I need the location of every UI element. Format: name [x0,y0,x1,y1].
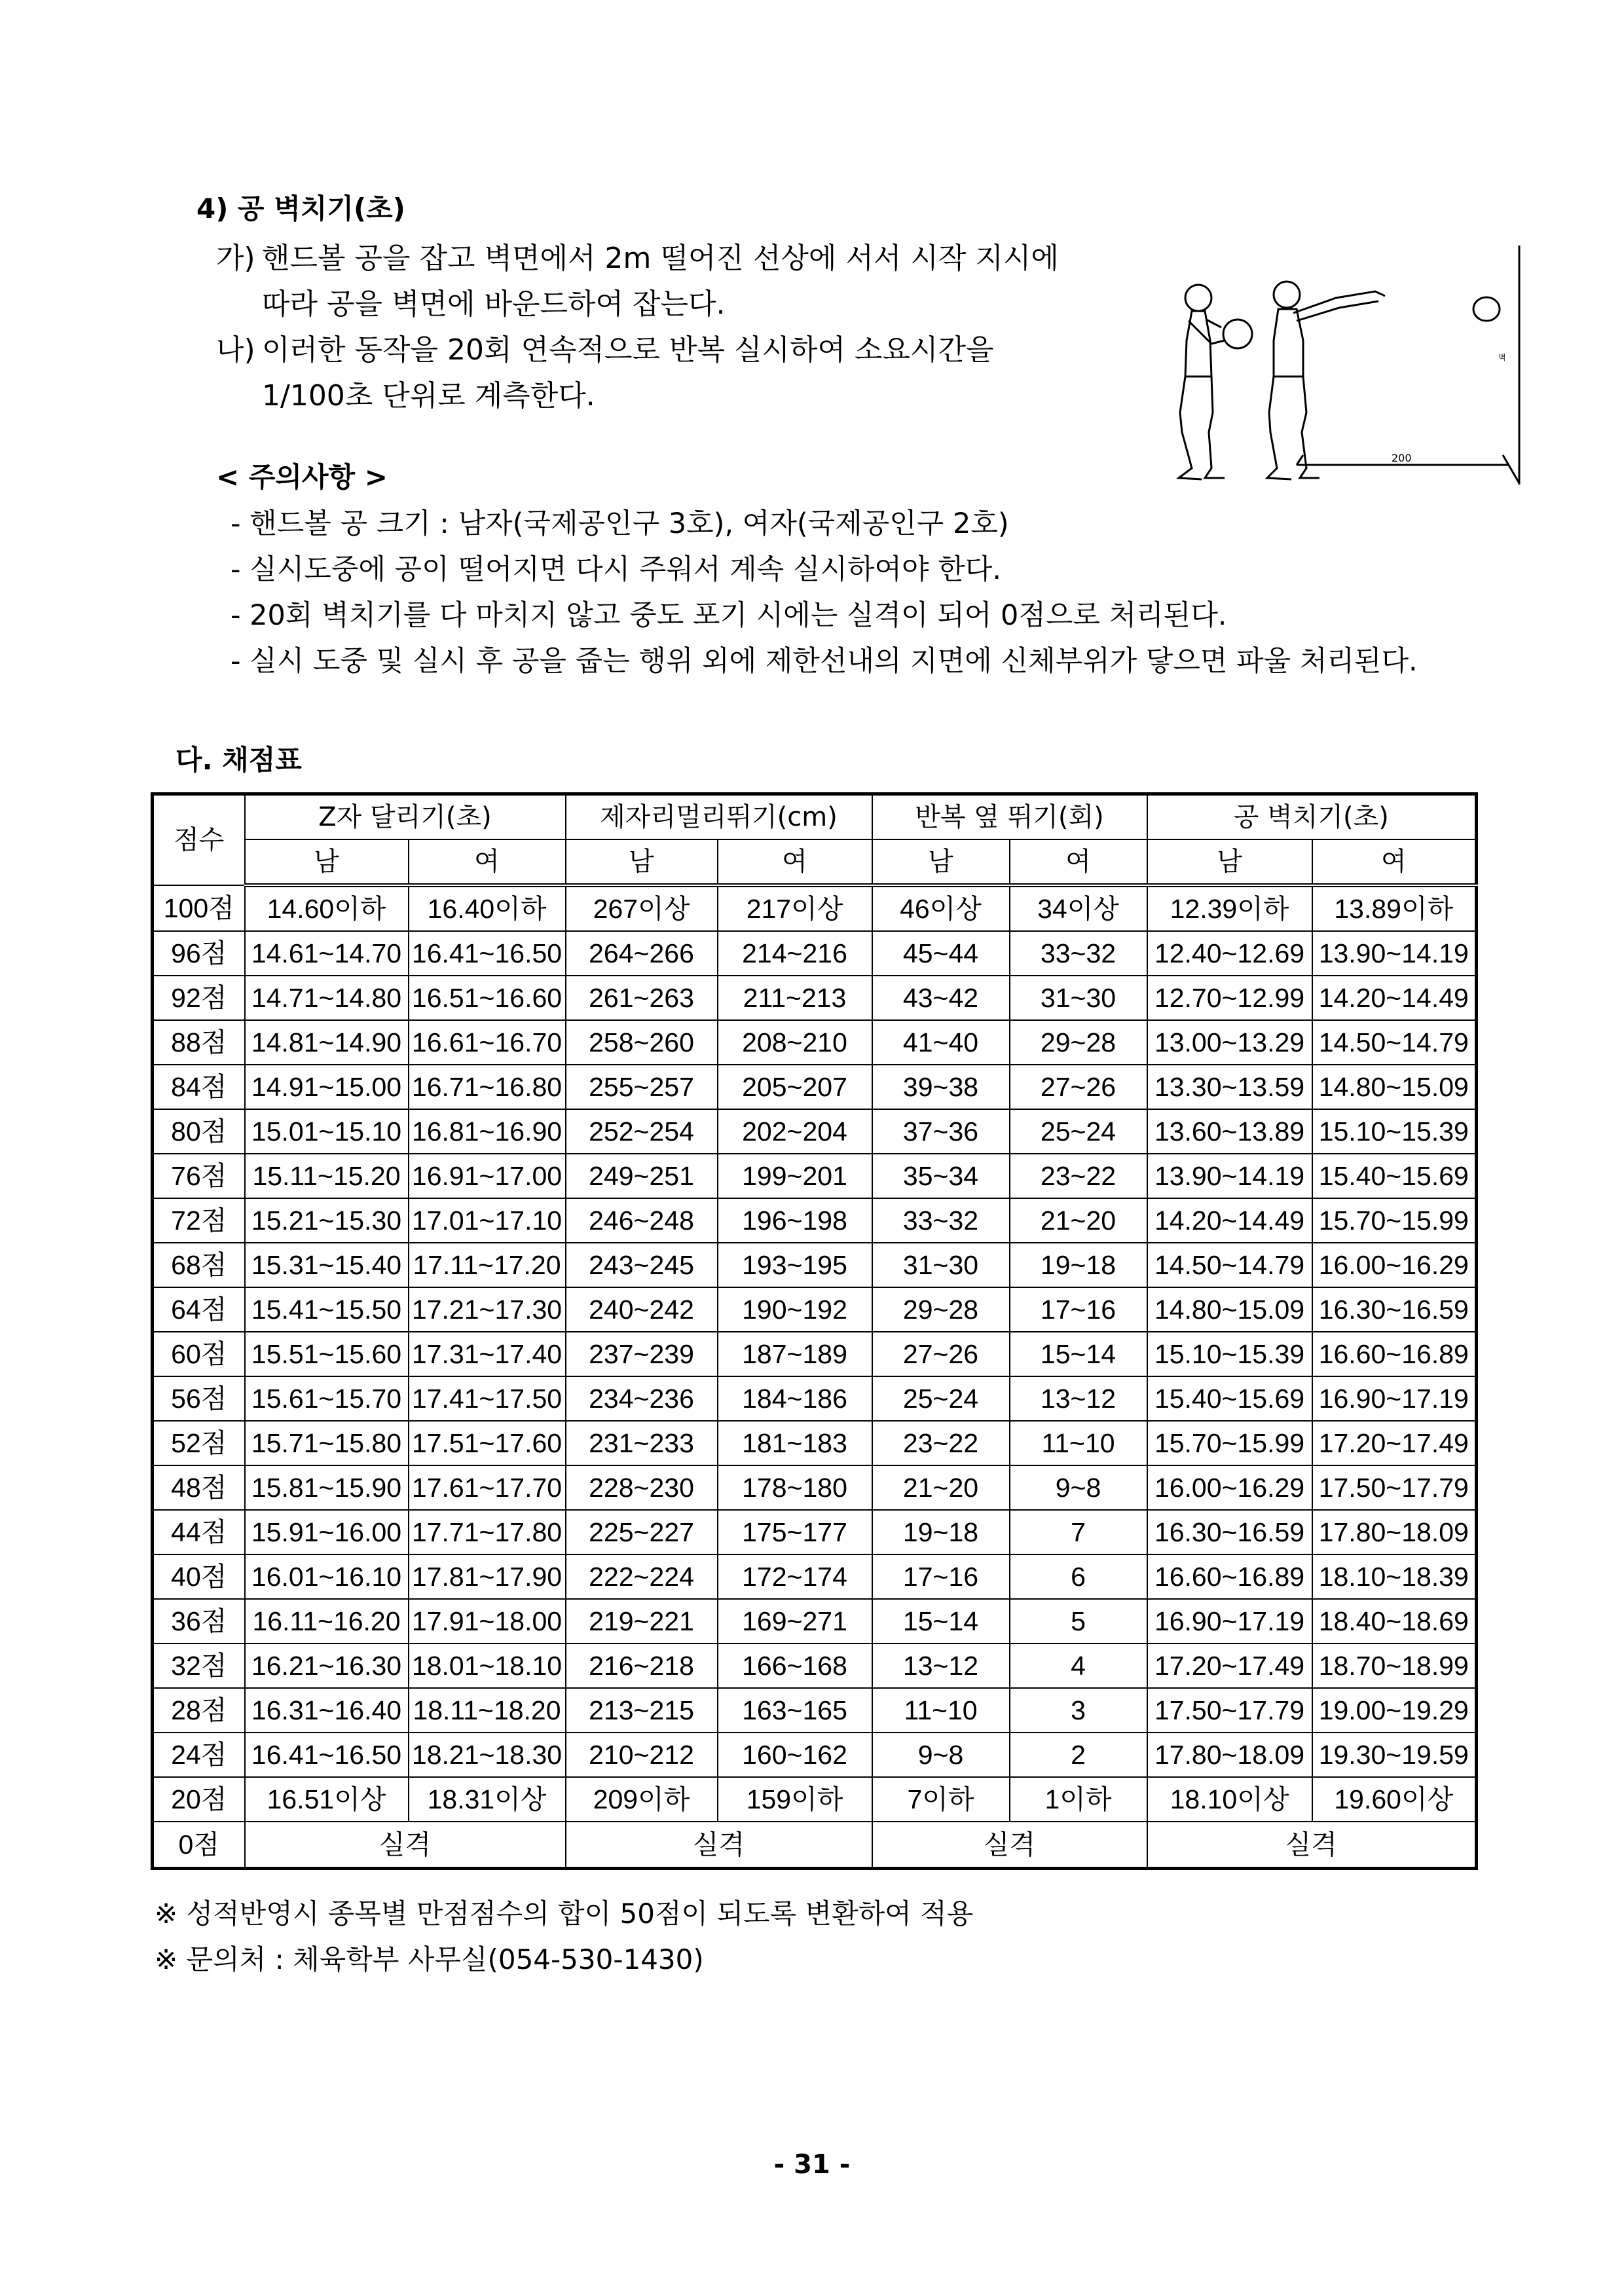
value-cell: 15.91~16.00 [245,1510,409,1554]
value-cell: 19~18 [872,1510,1010,1554]
value-cell: 15.21~15.30 [245,1198,409,1243]
value-cell: 216~218 [566,1643,718,1688]
value-cell: 17.41~17.50 [409,1376,566,1421]
value-cell: 7 [1010,1510,1147,1554]
value-cell: 16.41~16.50 [245,1733,409,1777]
value-cell: 210~212 [566,1733,718,1777]
value-cell: 14.71~14.80 [245,976,409,1020]
section-title: 4) 공 벽치기(초) [196,193,405,225]
table-row [153,1243,1477,1287]
gender-header: 남 [566,839,718,885]
value-cell: 1이하 [1010,1777,1147,1822]
value-cell: 14.81~14.90 [245,1020,409,1065]
instruction-2-line-2: 1/100초 단위로 계측한다. [262,379,595,413]
value-cell: 15.31~15.40 [245,1243,409,1287]
value-cell: 228~230 [566,1465,718,1510]
value-cell: 31~30 [1010,976,1147,1020]
value-cell: 246~248 [566,1198,718,1243]
event-header-zigzag-run: Z자 달리기(초) [245,794,566,840]
score-cell: 80점 [153,1109,245,1154]
score-cell: 64점 [153,1287,245,1332]
value-cell: 187~189 [718,1332,872,1376]
value-cell: 23~22 [1010,1154,1147,1198]
score-table [151,792,1478,1870]
value-cell: 19.30~19.59 [1312,1733,1477,1777]
value-cell: 13~12 [1010,1376,1147,1421]
value-cell: 14.50~14.79 [1147,1243,1312,1287]
value-cell: 16.81~16.90 [409,1109,566,1154]
value-cell: 243~245 [566,1243,718,1287]
value-cell: 17~16 [872,1554,1010,1599]
value-cell: 3 [1010,1688,1147,1733]
value-cell: 12.40~12.69 [1147,931,1312,976]
value-cell: 15.11~15.20 [245,1154,409,1198]
value-cell: 267이상 [566,885,718,931]
value-cell: 166~168 [718,1643,872,1688]
value-cell: 13.90~14.19 [1147,1154,1312,1198]
value-cell: 16.00~16.29 [1147,1465,1312,1510]
value-cell: 172~174 [718,1554,872,1599]
value-cell: 15.40~15.69 [1312,1154,1477,1198]
value-cell: 15~14 [1010,1332,1147,1376]
value-cell: 208~210 [718,1020,872,1065]
value-cell: 19.00~19.29 [1312,1688,1477,1733]
value-cell: 234~236 [566,1376,718,1421]
score-cell: 92점 [153,976,245,1020]
score-cell: 32점 [153,1643,245,1688]
score-cell: 68점 [153,1243,245,1287]
value-cell: 15.10~15.39 [1147,1332,1312,1376]
value-cell: 16.21~16.30 [245,1643,409,1688]
table-row [153,885,1477,931]
value-cell: 15.10~15.39 [1312,1109,1477,1154]
value-cell: 199~201 [718,1154,872,1198]
instruction-1-line-2: 따라 공을 벽면에 바운드하여 잡는다. [262,287,726,321]
value-cell: 17.20~17.49 [1312,1421,1477,1465]
disqualified-cell: 실격 [245,1822,566,1869]
value-cell: 255~257 [566,1065,718,1109]
page-number: - 31 - [773,2150,851,2180]
value-cell: 16.71~16.80 [409,1065,566,1109]
value-cell: 16.60~16.89 [1312,1332,1477,1376]
value-cell: 18.21~18.30 [409,1733,566,1777]
value-cell: 14.61~14.70 [245,931,409,976]
value-cell: 17~16 [1010,1287,1147,1332]
table-row [153,1554,1477,1599]
wall-label: 벽 [1498,353,1506,362]
value-cell: 33~32 [872,1198,1010,1243]
table-row [153,1332,1477,1376]
value-cell: 17.20~17.49 [1147,1643,1312,1688]
value-cell: 17.80~18.09 [1312,1510,1477,1554]
score-cell: 24점 [153,1733,245,1777]
score-cell: 36점 [153,1599,245,1643]
table-row [153,1020,1477,1065]
athlete-throwing-figure [1267,282,1385,479]
value-cell: 15.40~15.69 [1147,1376,1312,1421]
value-cell: 37~36 [872,1109,1010,1154]
table-row [153,1465,1477,1510]
score-cell: 72점 [153,1198,245,1243]
value-cell: 258~260 [566,1020,718,1065]
value-cell: 34이상 [1010,885,1147,931]
value-cell: 15.81~15.90 [245,1465,409,1510]
value-cell: 178~180 [718,1465,872,1510]
value-cell: 15~14 [872,1599,1010,1643]
value-cell: 16.31~16.40 [245,1688,409,1733]
score-cell: 100점 [153,885,245,931]
value-cell: 14.91~15.00 [245,1065,409,1109]
value-cell: 15.70~15.99 [1312,1198,1477,1243]
table-row [153,1287,1477,1332]
score-table-body [153,885,1477,1869]
value-cell: 17.11~17.20 [409,1243,566,1287]
value-cell: 18.10이상 [1147,1777,1312,1822]
value-cell: 264~266 [566,931,718,976]
value-cell: 159이하 [718,1777,872,1822]
value-cell: 12.70~12.99 [1147,976,1312,1020]
value-cell: 16.30~16.59 [1312,1287,1477,1332]
value-cell: 252~254 [566,1109,718,1154]
score-cell: 40점 [153,1554,245,1599]
table-row [153,1510,1477,1554]
value-cell: 15.61~15.70 [245,1376,409,1421]
value-cell: 35~34 [872,1154,1010,1198]
value-cell: 17.81~17.90 [409,1554,566,1599]
instruction-2-label: 나) [216,333,255,367]
caution-2: - 실시도중에 공이 떨어지면 다시 주워서 계속 실시하여야 한다. [231,553,1001,586]
event-header-standing-long-jump: 제자리멀리뛰기(cm) [566,794,872,840]
score-cell: 84점 [153,1065,245,1109]
value-cell: 27~26 [1010,1065,1147,1109]
ball-icon [1473,297,1500,321]
value-cell: 18.01~18.10 [409,1643,566,1688]
value-cell: 12.39이하 [1147,885,1312,931]
value-cell: 16.11~16.20 [245,1599,409,1643]
value-cell: 202~204 [718,1109,872,1154]
value-cell: 222~224 [566,1554,718,1599]
gender-header: 여 [718,839,872,885]
value-cell: 237~239 [566,1332,718,1376]
table-row [153,931,1477,976]
value-cell: 16.30~16.59 [1147,1510,1312,1554]
value-cell: 43~42 [872,976,1010,1020]
value-cell: 14.80~15.09 [1312,1065,1477,1109]
note-2: ※ 문의처 : 체육학부 사무실(054-530-1430) [155,1943,704,1975]
value-cell: 213~215 [566,1688,718,1733]
value-cell: 9~8 [872,1733,1010,1777]
table-row [153,1643,1477,1688]
score-cell: 48점 [153,1465,245,1510]
value-cell: 13.89이하 [1312,885,1477,931]
value-cell: 16.01~16.10 [245,1554,409,1599]
wall-pass-illustration [1139,236,1532,498]
value-cell: 17.61~17.70 [409,1465,566,1510]
caution-4: - 실시 도중 및 실시 후 공을 줍는 행위 외에 제한선내의 지면에 신체부위가 닿으면 파울 처리된다. [231,645,1418,678]
value-cell: 7이하 [872,1777,1010,1822]
value-cell: 19~18 [1010,1243,1147,1287]
table-row [153,1376,1477,1421]
value-cell: 17.51~17.60 [409,1421,566,1465]
value-cell: 45~44 [872,931,1010,976]
value-cell: 23~22 [872,1421,1010,1465]
caution-1: - 핸드볼 공 크기 : 남자(국제공인구 3호), 여자(국제공인구 2호) [231,507,1009,540]
value-cell: 21~20 [872,1465,1010,1510]
value-cell: 31~30 [872,1243,1010,1287]
event-header-side-step: 반복 옆 뛰기(회) [872,794,1147,840]
value-cell: 17.91~18.00 [409,1599,566,1643]
value-cell: 175~177 [718,1510,872,1554]
value-cell: 21~20 [1010,1198,1147,1243]
table-header-row-gender [153,839,1477,885]
value-cell: 240~242 [566,1287,718,1332]
value-cell: 5 [1010,1599,1147,1643]
value-cell: 14.80~15.09 [1147,1287,1312,1332]
value-cell: 169~271 [718,1599,872,1643]
value-cell: 163~165 [718,1688,872,1733]
disqualified-cell: 실격 [1147,1822,1477,1869]
value-cell: 16.00~16.29 [1312,1243,1477,1287]
value-cell: 46이상 [872,885,1010,931]
score-cell: 60점 [153,1332,245,1376]
value-cell: 25~24 [872,1376,1010,1421]
value-cell: 18.10~18.39 [1312,1554,1477,1599]
table-row [153,1065,1477,1109]
distance-label: 200 [1392,452,1412,464]
value-cell: 17.50~17.79 [1147,1688,1312,1733]
value-cell: 17.21~17.30 [409,1287,566,1332]
gender-header: 남 [872,839,1010,885]
cautions-title: < 주의사항 > [216,461,388,493]
value-cell: 217이상 [718,885,872,931]
value-cell: 16.40이하 [409,885,566,931]
score-cell: 76점 [153,1154,245,1198]
value-cell: 14.50~14.79 [1312,1020,1477,1065]
value-cell: 16.51~16.60 [409,976,566,1020]
value-cell: 211~213 [718,976,872,1020]
value-cell: 16.90~17.19 [1147,1599,1312,1643]
value-cell: 17.31~17.40 [409,1332,566,1376]
value-cell: 14.60이하 [245,885,409,931]
table-header-row-events [153,794,1477,840]
score-cell: 56점 [153,1376,245,1421]
value-cell: 196~198 [718,1198,872,1243]
value-cell: 261~263 [566,976,718,1020]
caution-3: - 20회 벽치기를 다 마치지 않고 중도 포기 시에는 실격이 되어 0점으로 처리된다. [231,599,1227,632]
value-cell: 16.51이상 [245,1777,409,1822]
value-cell: 193~195 [718,1243,872,1287]
value-cell: 18.31이상 [409,1777,566,1822]
score-cell: 20점 [153,1777,245,1822]
value-cell: 17.80~18.09 [1147,1733,1312,1777]
table-row [153,1777,1477,1822]
value-cell: 27~26 [872,1332,1010,1376]
value-cell: 205~207 [718,1065,872,1109]
note-1: ※ 성적반영시 종목별 만점점수의 합이 50점이 되도록 변환하여 적용 [155,1898,974,1930]
value-cell: 225~227 [566,1510,718,1554]
value-cell: 18.11~18.20 [409,1688,566,1733]
value-cell: 6 [1010,1554,1147,1599]
value-cell: 18.70~18.99 [1312,1643,1477,1688]
table-row [153,1109,1477,1154]
table-row [153,1154,1477,1198]
gender-header: 여 [1312,839,1477,885]
value-cell: 15.01~15.10 [245,1109,409,1154]
value-cell: 17.71~17.80 [409,1510,566,1554]
score-header: 점수 [153,794,245,886]
disqualified-cell: 실격 [872,1822,1147,1869]
gender-header: 여 [1010,839,1147,885]
value-cell: 15.41~15.50 [245,1287,409,1332]
value-cell: 184~186 [718,1376,872,1421]
value-cell: 33~32 [1010,931,1147,976]
gender-header: 여 [409,839,566,885]
value-cell: 209이하 [566,1777,718,1822]
score-cell: 28점 [153,1688,245,1733]
value-cell: 16.60~16.89 [1147,1554,1312,1599]
score-cell: 96점 [153,931,245,976]
table-row [153,976,1477,1020]
value-cell: 181~183 [718,1421,872,1465]
value-cell: 219~221 [566,1599,718,1643]
value-cell: 16.91~17.00 [409,1154,566,1198]
value-cell: 9~8 [1010,1465,1147,1510]
value-cell: 2 [1010,1733,1147,1777]
table-row [153,1198,1477,1243]
score-cell: 52점 [153,1421,245,1465]
value-cell: 16.41~16.50 [409,931,566,976]
value-cell: 29~28 [872,1287,1010,1332]
value-cell: 18.40~18.69 [1312,1599,1477,1643]
table-row [153,1421,1477,1465]
value-cell: 4 [1010,1643,1147,1688]
value-cell: 13.90~14.19 [1312,931,1477,976]
table-row [153,1599,1477,1643]
value-cell: 190~192 [718,1287,872,1332]
score-cell: 0점 [153,1822,245,1869]
value-cell: 13~12 [872,1643,1010,1688]
value-cell: 25~24 [1010,1109,1147,1154]
value-cell: 11~10 [872,1688,1010,1733]
value-cell: 13.00~13.29 [1147,1020,1312,1065]
table-row [153,1688,1477,1733]
table-row-disqualified [153,1822,1477,1869]
value-cell: 17.01~17.10 [409,1198,566,1243]
table-title: 다. 채점표 [175,744,302,776]
value-cell: 17.50~17.79 [1312,1465,1477,1510]
disqualified-cell: 실격 [566,1822,872,1869]
value-cell: 249~251 [566,1154,718,1198]
value-cell: 15.70~15.99 [1147,1421,1312,1465]
instruction-1-line-1: 핸드볼 공을 잡고 벽면에서 2m 떨어진 선상에 서서 시작 지시에 [262,242,1059,275]
instruction-1-label: 가) [216,242,255,275]
value-cell: 15.71~15.80 [245,1421,409,1465]
score-cell: 88점 [153,1020,245,1065]
value-cell: 14.20~14.49 [1312,976,1477,1020]
gender-header: 남 [245,839,409,885]
value-cell: 39~38 [872,1065,1010,1109]
value-cell: 160~162 [718,1733,872,1777]
value-cell: 29~28 [1010,1020,1147,1065]
value-cell: 41~40 [872,1020,1010,1065]
value-cell: 16.90~17.19 [1312,1376,1477,1421]
value-cell: 13.30~13.59 [1147,1065,1312,1109]
gender-header: 남 [1147,839,1312,885]
athlete-holding-ball-figure [1179,285,1252,479]
value-cell: 15.51~15.60 [245,1332,409,1376]
value-cell: 19.60이상 [1312,1777,1477,1822]
value-cell: 231~233 [566,1421,718,1465]
instruction-2-line-1: 이러한 동작을 20회 연속적으로 반복 실시하여 소요시간을 [262,333,994,367]
score-cell: 44점 [153,1510,245,1554]
event-header-wall-pass: 공 벽치기(초) [1147,794,1477,840]
value-cell: 13.60~13.89 [1147,1109,1312,1154]
table-row [153,1733,1477,1777]
value-cell: 11~10 [1010,1421,1147,1465]
value-cell: 214~216 [718,931,872,976]
value-cell: 14.20~14.49 [1147,1198,1312,1243]
value-cell: 16.61~16.70 [409,1020,566,1065]
